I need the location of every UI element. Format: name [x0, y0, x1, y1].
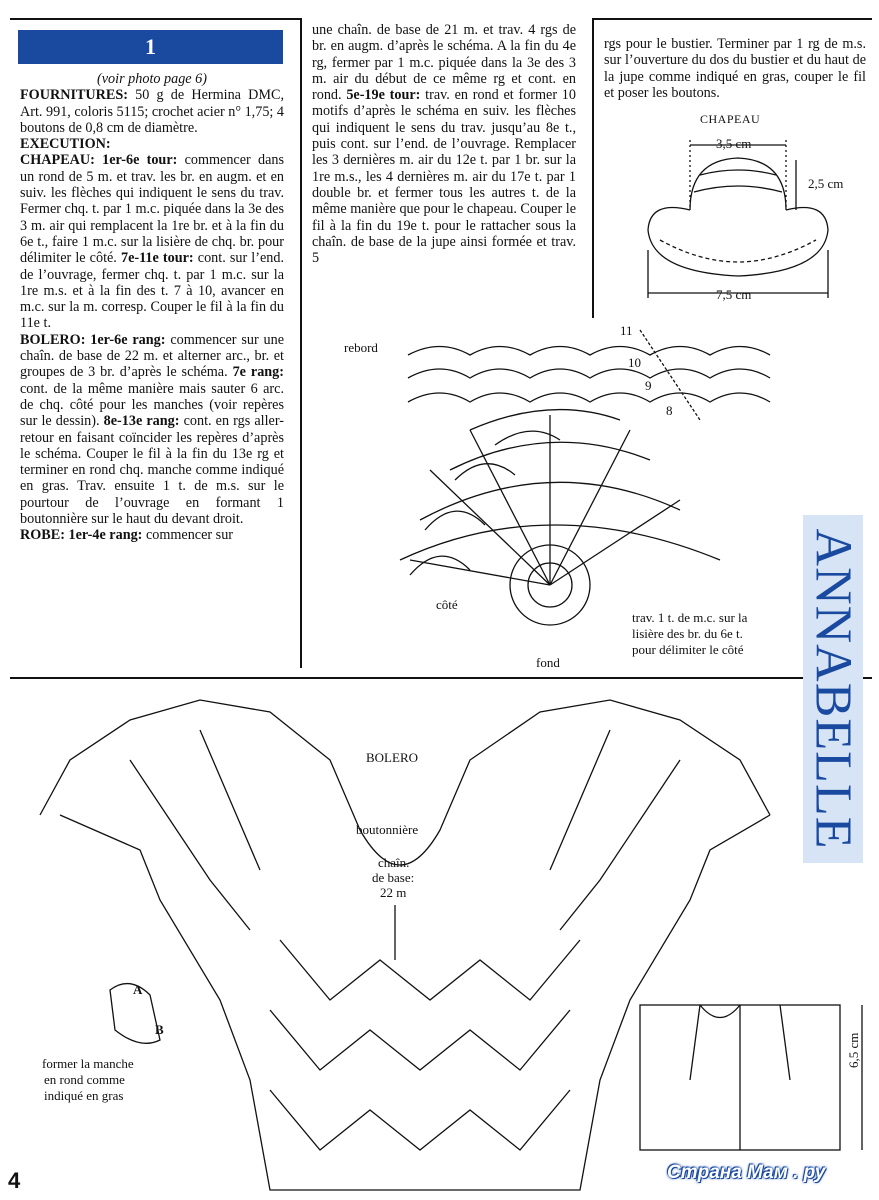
robe-text-2: trav. en rond et former 10 motifs d’après le schéma en suiv. les flèches qui indiquent le sens du trav. jusqu’au 8e t., puis cont. sur l’end. de l’ouvrage. Remplacer les 3 dernières m. air du 12e t. par 1 br. sur la 1re m.s., les 4 dernières m. air du 17e t. par 1 double br. et fermer tous les autres t. de la même manière que pour le chapeau. Couper le fil à la fin du 19e t. pour le rattacher sous la chaîn. de base de la jupe ainsi formée et trav. 5: [312, 87, 576, 267]
chapeau-title: CHAPEAU: [700, 112, 761, 126]
chapeau-text: commencer dans un rond de 5 m. et trav. les br. en augm. et en suiv. les flèches qui indiquent le sens du trav. Fermer chq. t. par 1 m.c. piquée dans la 3e des 3 m. air qui remplacent la 1re br. et à la fin du 6e t., faire 1 m.c. sur la lisière de chq. br. pour délimiter le côté.: [20, 152, 284, 267]
bolero-chart-drawing: [40, 700, 862, 1190]
row-number-10: 10: [628, 355, 641, 370]
robe-label-2: 5e-19e tour:: [346, 87, 421, 104]
robe-label: ROBE: 1er-4e rang:: [20, 527, 143, 544]
side-note-line-3: pour délimiter le côté: [632, 642, 744, 657]
side-note-line-1: trav. 1 t. de m.c. sur la: [632, 610, 748, 625]
robe-text-continued: une chaîn. de base de 21 m. et trav. 4 rgs de br. en augm. d’après le schéma. A la fin du 4e rg, fermer par 1 m.c. piquée dans la 3e des 3 m. air du début de ce même rg et cont. en rond.: [312, 22, 576, 104]
hat-height: 2,5 cm: [808, 176, 844, 191]
photo-reference: (voir photo page 6): [97, 71, 207, 87]
cote-label: côté: [436, 597, 458, 612]
sleeve-note-1: former la manche: [42, 1056, 134, 1071]
hat-drawing: [648, 140, 828, 298]
side-note-line-2: lisière des br. du 6e t.: [632, 626, 743, 641]
chain-label-2: de base:: [372, 870, 415, 885]
pattern-number-banner: 1: [18, 30, 283, 64]
fournitures-text: 50 g de Hermina DMC, Art. 991, coloris 5115; crochet acier n° 1,75; 4 boutons de 0,8 cm de diamètre.: [20, 87, 284, 136]
row-number-8: 8: [666, 403, 673, 418]
fond-label: fond: [536, 655, 560, 670]
bolero-text-3: cont. en rgs aller-retour en faisant coïncider les repères d’après le schéma. Couper le fil à la fin du 13e rg et terminer en rond chq. manche comme indiqué en gras. Trav. ensuite 1 t. de m.s. sur le pourtour de l’ouvrage en formant 1 boutonnière sur le haut du devant droit.: [20, 413, 284, 528]
fournitures-label: FOURNITURES:: [20, 87, 128, 104]
bolero-text-2: cont. de la même manière mais sauter 6 arc. de chq. côté pour les manches (voir repères sur le dessin).: [20, 380, 284, 430]
hat-top-width: 3,5 cm: [716, 136, 752, 151]
watermark-text: Страна Мам . ру: [667, 1162, 826, 1183]
chain-label-3: 22 m: [380, 885, 407, 900]
bolero-title: BOLERO: [366, 750, 418, 765]
chapeau-text-2: cont. sur l’end. de l’ouvrage, fermer chq. t. par 1 m.c. sur la 1re m.s. et à la fin des t. 7 à 10, avancer en m.c. sur la m. corresp. Couper le fil à la fin du 11e t.: [20, 250, 285, 332]
chapeau-label: CHAPEAU: 1er-6e tour:: [20, 152, 178, 169]
jacket-height-label: 6,5 cm: [846, 1032, 861, 1068]
sleeve-note-3: indiqué en gras: [44, 1088, 124, 1103]
bustier-paragraph: rgs pour le bustier. Terminer par 1 rg de m.s. sur l’ouverture du dos du bustier et du haut de la jupe comme indiqué en gras, couper le fil et poser les boutons.: [604, 36, 866, 101]
bolero-label: BOLERO: 1er-6e rang:: [20, 331, 166, 348]
row-number-11: 11: [620, 323, 633, 338]
bolero-label-3: 8e-13e rang:: [103, 413, 180, 430]
sleeve-note-2: en rond comme: [44, 1072, 125, 1087]
sleeve-a-label: A: [133, 982, 143, 997]
side-title-band: [803, 515, 863, 863]
bolero-text: commencer sur une chaîn. de base de 22 m. et alterner arc., br. et groupes de 3 br. d’après le schéma.: [20, 331, 284, 381]
chain-label-1: chaîn.: [378, 855, 410, 870]
bolero-label-2: 7e rang:: [232, 364, 284, 381]
robe-text: commencer sur: [142, 527, 234, 544]
page-number: 4: [8, 1168, 21, 1193]
side-title: ANNABELLE: [804, 528, 862, 850]
row-number-9: 9: [645, 378, 652, 393]
sleeve-b-label: B: [155, 1022, 164, 1037]
chapeau-label-2: 7e-11e tour:: [120, 250, 194, 267]
boutonniere-label: boutonnière: [356, 822, 419, 837]
rebord-label: rebord: [344, 340, 378, 355]
execution-heading: EXECUTION:: [20, 136, 111, 153]
hat-chart-drawing: [400, 330, 770, 625]
hat-bottom-width: 7,5 cm: [716, 287, 752, 302]
